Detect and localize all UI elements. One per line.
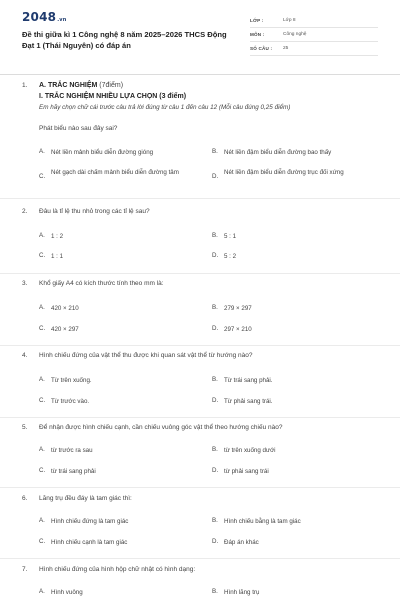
option-letter: A. [39,148,45,155]
option-text: 5 : 2 [224,253,237,260]
option-text: Nét liền đậm biểu diễn đường bao thấy [224,149,332,156]
question-separator [0,345,400,346]
option-a[interactable] [39,446,93,455]
instruction-note: (Mỗi câu đúng 0,25 điểm) [218,104,291,111]
option-c[interactable] [39,538,127,547]
section-instruction [39,104,290,111]
option-c[interactable] [39,252,63,261]
option-b[interactable] [212,517,301,526]
question-separator [0,198,400,199]
option-c[interactable] [39,397,89,406]
option-letter: D. [212,538,219,545]
option-text: từ trước ra sau [51,447,93,454]
question-number: 4. [22,352,28,359]
option-text: Nét liền mảnh biểu diễn đường gióng [51,149,154,156]
option-text: 1 : 2 [51,233,64,240]
section-a-title [39,82,123,89]
section-i-title: I. TRẮC NGHIỆM NHIỀU LỰA CHỌN (3 điểm) [39,93,187,100]
option-d[interactable] [212,168,362,180]
option-letter: D. [212,172,219,180]
option-letter: D. [212,252,219,259]
option-a[interactable] [39,304,79,313]
option-text: Hình chiếu bằng là tam giác [224,518,301,525]
exam-title: Đề thi giữa kì 1 Công nghệ 8 năm 2025–2026 THCS Động Đạt 1 (Thái Nguyên) có đáp án [22,30,227,50]
info-row-subject [250,28,378,42]
option-letter: A. [39,232,45,239]
option-text: 1 : 1 [51,253,64,260]
option-text: Nét gạch dài chấm mảnh biểu diễn đường tâm [51,169,179,176]
option-letter: A. [39,588,45,595]
option-d[interactable] [212,467,269,476]
question-number: 3. [22,280,28,287]
option-a[interactable] [39,517,128,526]
option-c[interactable] [39,325,79,334]
option-d[interactable] [212,325,252,334]
option-letter: C. [39,467,46,474]
question-text: Khổ giấy A4 có kích thước tính theo mm là: [39,280,164,287]
option-letter: C. [39,397,46,404]
logo-suffix: .vn [57,17,67,23]
option-text: Đáp án khác [224,539,259,546]
question-text: Phát biểu nào sau đây sai? [39,125,118,132]
exam-info-table [250,14,378,56]
option-b[interactable] [212,232,236,241]
option-text: Hình vuông [51,589,83,596]
question-number: 1. [22,82,28,89]
option-b[interactable] [212,304,252,313]
option-letter: D. [212,467,219,474]
question-separator [0,273,400,274]
section-a-points: (7điểm) [99,82,124,89]
option-letter: B. [212,446,218,453]
info-key: SỐ CÂU : [250,46,273,51]
option-letter: D. [212,325,219,332]
option-text: từ phải sang trái [224,468,269,475]
section-a-label: A. TRẮC NGHIỆM [39,82,98,89]
question-text: Hình chiếu đứng của vật thể thu được khi quan sát vật thể từ hướng nào? [39,352,253,359]
info-row-class [250,14,378,28]
header-divider [0,74,400,75]
option-letter: B. [212,232,218,239]
option-letter: A. [39,304,45,311]
option-a[interactable] [39,232,63,241]
question-separator [0,558,400,559]
option-letter: D. [212,397,219,404]
option-text: 297 × 210 [224,326,252,333]
option-text: Hình lăng trụ [224,589,260,596]
option-text: Từ trái sang phải. [224,377,273,384]
option-d[interactable] [212,397,273,406]
option-b[interactable] [212,446,276,455]
option-d[interactable] [212,538,259,547]
question-number: 6. [22,495,28,502]
question-text: Đâu là tỉ lệ thu nhỏ trong các tỉ lệ sau? [39,208,150,215]
option-letter: B. [212,588,218,595]
option-letter: A. [39,517,45,524]
info-value: Công nghệ [283,32,307,37]
option-text: Từ trên xuống. [51,377,92,384]
option-text: 420 × 210 [51,305,79,312]
option-letter: C. [39,325,46,332]
option-b[interactable] [212,588,259,597]
option-letter: B. [212,304,218,311]
option-b[interactable] [212,148,331,157]
option-text: Hình chiếu cạnh là tam giác [51,539,128,546]
option-text: 5 : 1 [224,233,237,240]
option-d[interactable] [212,252,236,261]
option-c[interactable] [39,467,96,476]
option-b[interactable] [212,376,273,385]
option-letter: C. [39,172,46,180]
question-separator [0,417,400,418]
option-letter: B. [212,517,218,524]
option-a[interactable] [39,376,92,385]
option-letter: A. [39,446,45,453]
option-a[interactable] [39,148,153,157]
question-text: Hình chiếu đứng của hình hộp chữ nhật có hình dạng: [39,566,196,573]
option-text: từ trái sang phải [51,468,96,475]
option-text: Từ trước vào. [51,398,90,405]
option-letter: A. [39,376,45,383]
info-value: 25 [283,46,289,51]
question-number: 7. [22,566,28,573]
option-text: 279 × 297 [224,305,252,312]
info-key: MÔN : [250,32,265,37]
info-value: Lớp 8 [283,18,296,23]
question-text: Lăng trụ đều đáy là tam giác thì: [39,495,132,502]
option-letter: C. [39,252,46,259]
option-letter: B. [212,148,218,155]
option-letter: B. [212,376,218,383]
option-letter: C. [39,538,46,545]
option-a[interactable] [39,588,83,597]
option-text: Hình chiếu đứng là tam giác [51,518,129,525]
question-text: Để nhận được hình chiếu cạnh, cần chiếu vuông góc vật thể theo hướng chiếu nào? [39,424,283,431]
instruction-main: Em hãy chọn chữ cái trước câu trả lời đúng từ câu 1 đến câu 12 [39,104,218,111]
info-key: LỚP : [250,18,264,23]
question-number: 5. [22,424,28,431]
option-text: Nét liền đậm biểu diễn đường trục đối xứng [224,169,344,176]
logo-text: 2048 [22,10,57,24]
option-text: từ trên xuống dưới [224,447,276,454]
option-text: 420 × 297 [51,326,79,333]
info-row-count [250,42,378,56]
question-number: 2. [22,208,28,215]
option-c[interactable] [39,168,189,180]
option-text: Từ phải sang trái. [224,398,273,405]
question-separator [0,487,400,488]
